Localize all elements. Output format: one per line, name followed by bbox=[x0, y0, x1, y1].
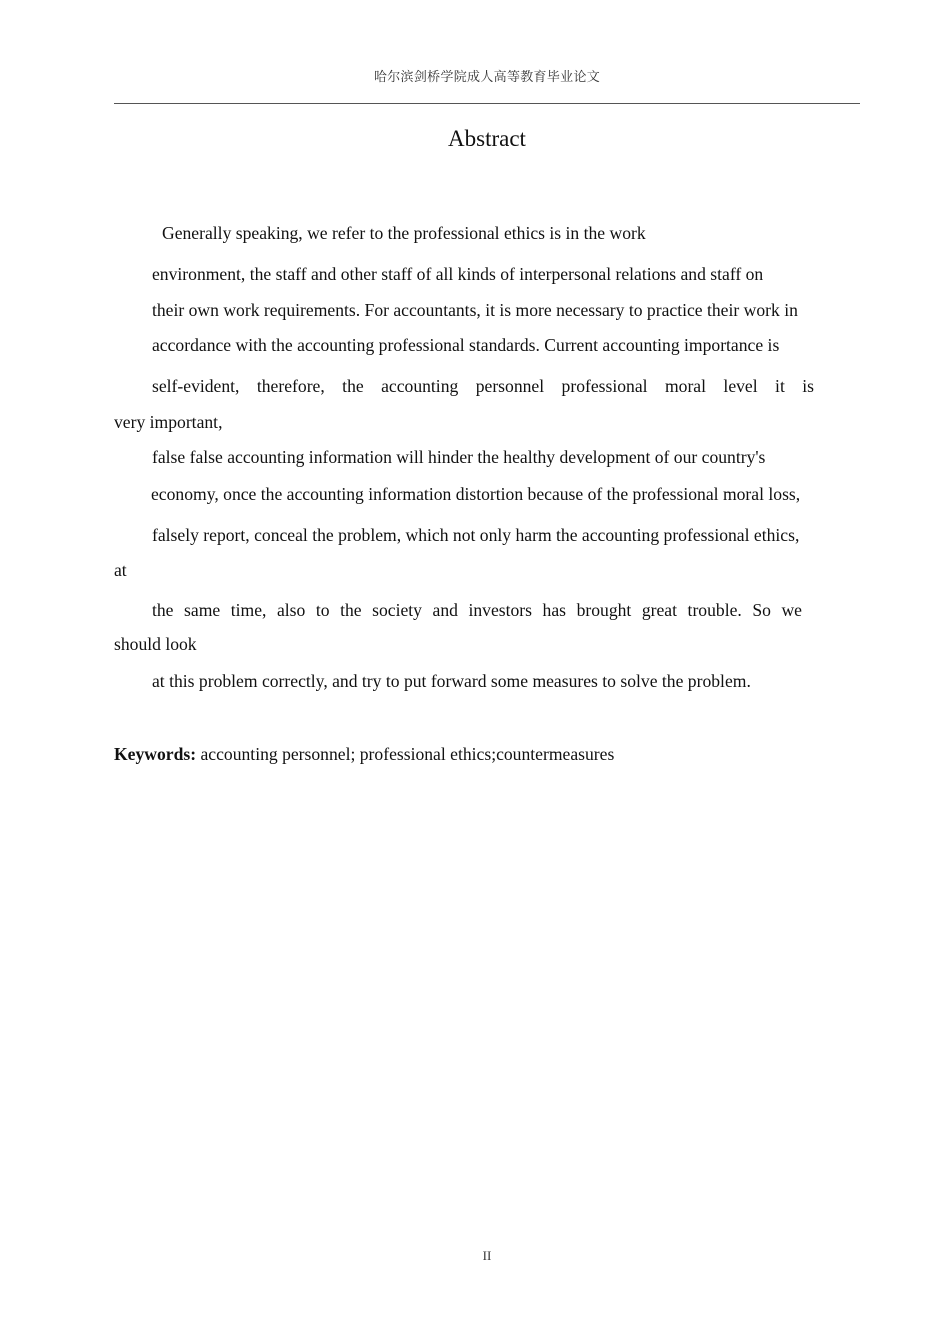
abstract-line: environment, the staff and other staff of all kinds of interpersonal relations and staff on bbox=[152, 264, 764, 284]
abstract-line: at bbox=[114, 560, 127, 580]
keywords-line bbox=[114, 743, 614, 765]
keywords-label: Keywords: bbox=[114, 744, 197, 764]
abstract-line: their own work requirements. For accountants, it is more necessary to practice their work in bbox=[152, 300, 798, 320]
abstract-line: false false accounting information will hinder the healthy development of our country's bbox=[152, 447, 766, 467]
abstract-line: very important, bbox=[114, 412, 223, 432]
abstract-title: Abstract bbox=[448, 126, 526, 151]
abstract-line: should look bbox=[114, 634, 197, 654]
abstract-line: accordance with the accounting professional standards. Current accounting importance is bbox=[152, 335, 780, 355]
page-number: II bbox=[482, 1248, 492, 1263]
page-header: 哈尔滨剑桥学院成人高等教育毕业论文 bbox=[373, 70, 601, 85]
abstract-line: falsely report, conceal the problem, which not only harm the accounting professional ethics, bbox=[152, 525, 800, 545]
abstract-line: Generally speaking, we refer to the professional ethics is in the work bbox=[162, 223, 646, 243]
abstract-line: the same time, also to the society and investors has brought great trouble. So we bbox=[152, 600, 802, 620]
abstract-line: at this problem correctly, and try to put forward some measures to solve the problem. bbox=[152, 671, 751, 691]
header-divider bbox=[114, 103, 860, 104]
abstract-line: self-evident, therefore, the accounting personnel professional moral level it is bbox=[152, 376, 814, 396]
keywords-value: accounting personnel; professional ethics;countermeasures bbox=[196, 744, 615, 764]
abstract-line: economy, once the accounting information distortion because of the professional moral loss, bbox=[151, 484, 801, 504]
